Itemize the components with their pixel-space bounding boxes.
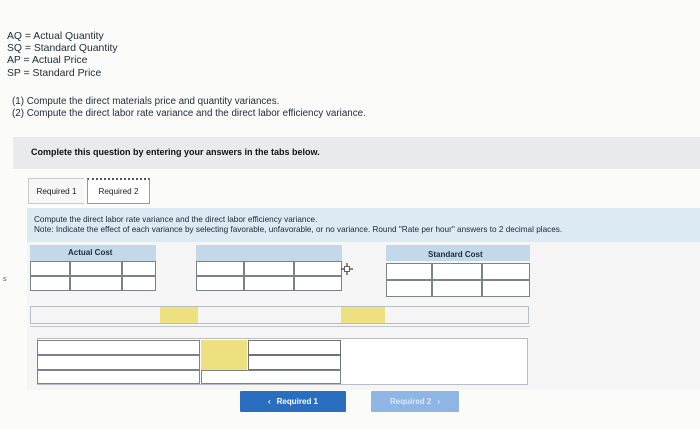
tab-required-1-label: Required 1 bbox=[36, 186, 77, 196]
efficiency-variance-amount bbox=[201, 355, 247, 370]
standard-quantity-input-2[interactable] bbox=[386, 280, 432, 297]
middle-price-input[interactable] bbox=[294, 261, 342, 276]
variance-row-area bbox=[30, 306, 529, 324]
abbreviation-sp: SP = Standard Price bbox=[7, 67, 102, 79]
banner-text: Complete this question by entering your answers in the tabs below. bbox=[31, 147, 320, 157]
standard-quantity-input[interactable] bbox=[386, 263, 432, 280]
question-banner bbox=[13, 137, 700, 169]
standard-price-input[interactable] bbox=[482, 263, 530, 280]
abbreviation-aq: AQ = Actual Quantity bbox=[7, 31, 104, 42]
middle-price-label-input[interactable] bbox=[244, 261, 294, 276]
total-variance-label-input[interactable] bbox=[37, 370, 200, 384]
abbreviation-list bbox=[7, 31, 118, 80]
rate-variance-amount bbox=[201, 340, 247, 355]
standard-price-label-input[interactable] bbox=[432, 263, 482, 280]
next-required-label: Required 2 bbox=[389, 397, 432, 406]
actual-rate-label-input-2[interactable] bbox=[70, 276, 122, 291]
previous-required-label: Required 1 bbox=[276, 397, 318, 406]
actual-hours-input-2[interactable] bbox=[30, 276, 70, 291]
actual-hours-input[interactable] bbox=[30, 261, 70, 276]
actual-rate-label-input[interactable] bbox=[70, 261, 122, 276]
total-variance-amount bbox=[201, 370, 341, 384]
efficiency-variance-label-input[interactable] bbox=[37, 355, 200, 370]
tab-required-1[interactable] bbox=[28, 178, 84, 204]
standard-price-input-2[interactable] bbox=[482, 280, 530, 297]
standard-cost-header bbox=[386, 245, 530, 261]
actual-rate-input-2[interactable] bbox=[122, 276, 156, 291]
next-required-button[interactable] bbox=[371, 391, 459, 412]
rate-variance-label-input[interactable] bbox=[37, 340, 200, 355]
tab-required-2-label: Required 2 bbox=[98, 187, 139, 196]
actual-cost-header-label: Actual Cost bbox=[68, 248, 113, 257]
task-line-1: Compute the direct labor rate variance and the direct labor efficiency variance. bbox=[34, 215, 318, 224]
middle-price-input-2[interactable] bbox=[294, 276, 342, 291]
question-instructions bbox=[12, 96, 366, 120]
task-description bbox=[34, 215, 562, 234]
abbreviation-sq: SQ = Standard Quantity bbox=[7, 43, 118, 55]
rate-variance-effect-select[interactable] bbox=[248, 340, 341, 355]
chevron-right-icon: › bbox=[437, 397, 440, 406]
actual-rate-input[interactable] bbox=[122, 261, 156, 276]
move-cursor-icon bbox=[340, 262, 354, 276]
middle-price-label-input-2[interactable] bbox=[244, 276, 294, 291]
instruction-2: (2) Compute the direct labor rate variance and the direct labor efficiency variance. bbox=[12, 108, 366, 119]
middle-quantity-input-2[interactable] bbox=[196, 276, 244, 291]
previous-required-button[interactable] bbox=[240, 391, 346, 412]
middle-quantity-input[interactable] bbox=[196, 261, 244, 276]
standard-price-label-input-2[interactable] bbox=[432, 280, 482, 297]
actual-cost-header bbox=[30, 245, 156, 261]
instruction-1: (1) Compute the direct materials price and quantity variances. bbox=[12, 96, 280, 107]
standard-cost-header-label: Standard Cost bbox=[428, 250, 483, 259]
efficiency-variance-effect-select[interactable] bbox=[248, 355, 341, 370]
abbreviation-ap: AP = Actual Price bbox=[7, 55, 88, 67]
chevron-left-icon: ‹ bbox=[267, 397, 271, 406]
tab-required-2[interactable] bbox=[87, 178, 150, 204]
row-separator bbox=[30, 326, 530, 327]
middle-column-header bbox=[196, 245, 342, 261]
edge-mark: s bbox=[3, 276, 7, 283]
task-note: Note: Indicate the effect of each variance by selecting favorable, unfavorable, or no variance. Round "Rate per hour" answers to 2 decimal places. bbox=[34, 224, 563, 234]
